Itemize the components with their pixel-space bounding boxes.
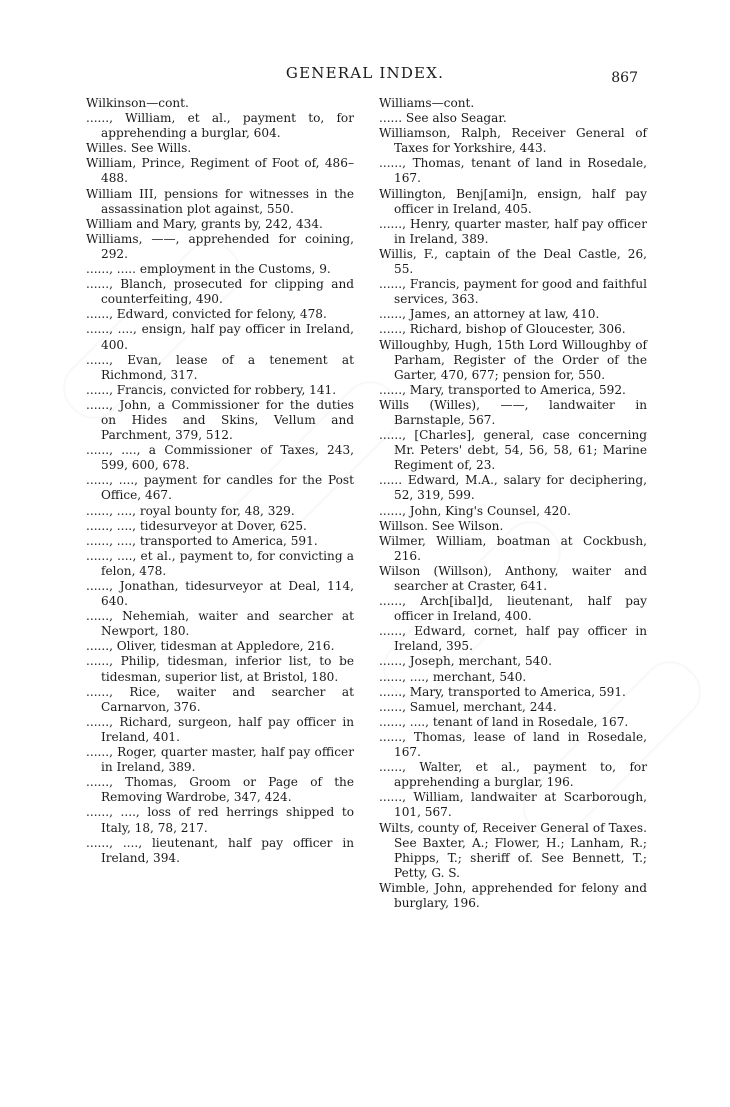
continuation-heading: Wilkinson—cont. (86, 96, 189, 110)
index-entry: William and Mary, grants by, 242, 434. (86, 216, 323, 231)
index-entry: ......, Samuel, merchant, 244. (379, 699, 557, 714)
index-entry: ......, ...., et al., payment to, for convicting a felon, 478. (86, 548, 354, 578)
index-entry: ......, ...., tidesurveyor at Dover, 625. (86, 518, 307, 533)
index-entry: ......, Jonathan, tidesurveyor at Deal, 114, 640. (86, 579, 354, 609)
index-entry: ......, Rice, waiter and searcher at Carnarvon, 376. (86, 684, 354, 714)
index-entry: ......, ..... employment in the Customs, 9. (86, 262, 331, 277)
index-entry: ......, Mary, transported to America, 591. (379, 684, 626, 699)
index-entry: ......, Edward, cornet, half pay officer in Ireland, 395. (379, 624, 647, 654)
page-number: 867 (611, 70, 638, 86)
index-entry: ......, Richard, bishop of Gloucester, 306. (379, 322, 626, 337)
index-entry: ......, ...., payment for candles for the Post Office, 467. (86, 473, 354, 503)
index-entry: ......, Edward, convicted for felony, 478. (86, 307, 327, 322)
index-entry: Willoughby, Hugh, 15th Lord Willoughby of Parham, Register of the Order of the Garter, 470, 677; pension for, 550. (379, 337, 647, 382)
index-entry: ......, Arch[ibal]d, lieutenant, half pay officer in Ireland, 400. (379, 594, 647, 624)
index-entry: ......, ...., transported to America, 591. (86, 533, 318, 548)
index-entry: ......, Francis, convicted for robbery, 141. (86, 382, 337, 397)
index-entry: Wilts, county of, Receiver General of Taxes. See Baxter, A.; Flower, H.; Lanham, R.; Phipps, T.; sheriff of. See Bennett, T.; Petty, G. S. (379, 820, 647, 880)
index-entry: Wills (Willes), ——, landwaiter in Barnstaple, 567. (379, 397, 647, 427)
index-entry: ......, ...., ensign, half pay officer in Ireland, 400. (86, 322, 354, 352)
index-entry: ......, Evan, lease of a tenement at Richmond, 317. (86, 352, 354, 382)
index-entry: ......, Roger, quarter master, half pay officer in Ireland, 389. (86, 745, 354, 775)
index-entry: ......, Oliver, tidesman at Appledore, 216. (86, 639, 335, 654)
index-entry: ......, Thomas, Groom or Page of the Removing Wardrobe, 347, 424. (86, 775, 354, 805)
index-entry: ......, Thomas, tenant of land in Rosedale, 167. (379, 156, 647, 186)
index-entry: ...... Edward, M.A., salary for deciphering, 52, 319, 599. (379, 473, 647, 503)
index-entry: ......, ...., merchant, 540. (379, 669, 527, 684)
index-entry: ......, Thomas, lease of land in Rosedale, 167. (379, 729, 647, 760)
index-entry: ......, William, landwaiter at Scarborough, 101, 567. (379, 790, 647, 820)
index-entry: ......, ...., tenant of land in Rosedale, 167. (379, 714, 629, 729)
index-entry: ......, ...., loss of red herrings shipped to Italy, 18, 78, 217. (86, 805, 354, 835)
index-entry: William III, pensions for witnesses in the assassination plot against, 550. (86, 186, 354, 216)
index-entry: ......, Mary, transported to America, 592. (379, 382, 626, 397)
continuation-heading: Williams—cont. (379, 96, 475, 110)
index-entry: ...... See also Seagar. (379, 111, 507, 126)
index-entry: ......, Philip, tidesman, inferior list, to be tidesman, superior list, at Bristol, 180. (86, 654, 354, 684)
index-entry: Wilson (Willson), Anthony, waiter and searcher at Craster, 641. (379, 563, 647, 593)
index-entry: ......, [Charles], general, case concerning Mr. Peters' debt, 54, 56, 58, 61; Marine Regiment of, 23. (379, 428, 647, 473)
index-entry: ......, Blanch, prosecuted for clipping and counterfeiting, 490. (86, 277, 354, 307)
index-entry: Willington, Benj[ami]n, ensign, half pay officer in Ireland, 405. (379, 186, 647, 216)
index-entry: ......, ...., a Commissioner of Taxes, 243, 599, 600, 678. (86, 443, 354, 473)
index-entry: Wilmer, William, boatman at Cockbush, 216. (379, 533, 647, 563)
index-entry: ......, Richard, surgeon, half pay officer in Ireland, 401. (86, 714, 354, 744)
page-header (0, 64, 730, 88)
running-head: GENERAL INDEX. (285, 64, 445, 82)
index-entry: Willson. See Wilson. (379, 518, 504, 533)
index-entry: ......, John, a Commissioner for the duties on Hides and Skins, Vellum and Parchment, 379, 512. (86, 397, 354, 443)
index-entry: ......, William, et al., payment to, for apprehending a burglar, 604. (86, 111, 354, 141)
index-entry: ......, ...., royal bounty for, 48, 329. (86, 503, 295, 518)
index-entry: Williamson, Ralph, Receiver General of Taxes for Yorkshire, 443. (379, 126, 647, 156)
index-entry: ......, Walter, et al., payment to, for apprehending a burglar, 196. (379, 760, 647, 790)
index-entry: Wimble, John, apprehended for felony and burglary, 196. (379, 880, 647, 910)
index-entry: ......, James, an attorney at law, 410. (379, 307, 600, 322)
index-entry: ......, Francis, payment for good and faithful services, 363. (379, 277, 647, 307)
index-column-left (86, 96, 354, 866)
index-entry: ......, Joseph, merchant, 540. (379, 654, 552, 669)
index-entry: ......, ...., lieutenant, half pay officer in Ireland, 394. (86, 835, 354, 865)
index-entry: ......, Henry, quarter master, half pay officer in Ireland, 389. (379, 216, 647, 246)
index-entry: ......, John, King's Counsel, 420. (379, 503, 571, 518)
index-entry: Williams, ——, apprehended for coining, 292. (86, 231, 354, 261)
index-entry: Willis, F., captain of the Deal Castle, 26, 55. (379, 246, 647, 277)
index-entry: William, Prince, Regiment of Foot of, 486–488. (86, 156, 354, 186)
index-entry: ......, Nehemiah, waiter and searcher at Newport, 180. (86, 609, 354, 639)
index-entry: Willes. See Wills. (86, 141, 192, 156)
index-column-right (379, 96, 647, 911)
